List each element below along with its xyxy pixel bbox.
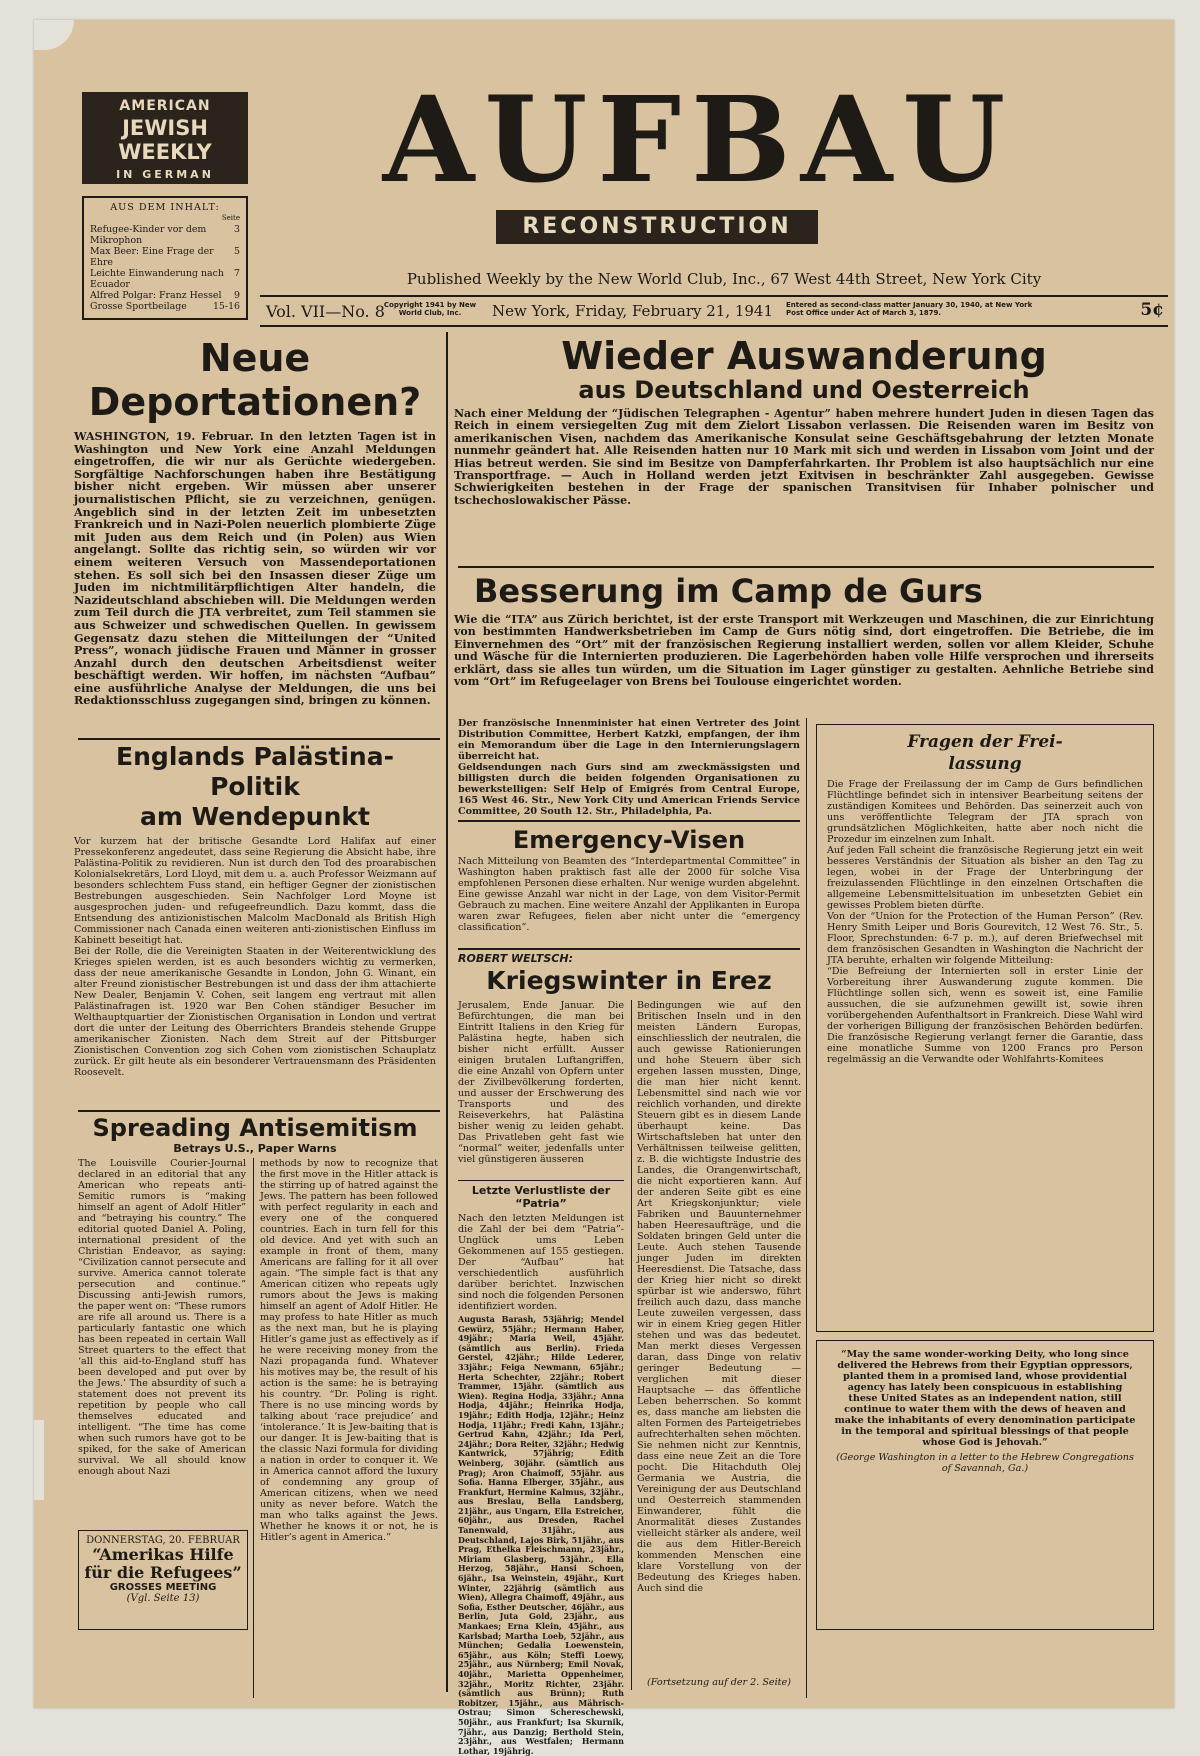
freilassung-headline-1: Fragen der Frei- (907, 732, 1063, 752)
deportation-body: WASHINGTON, 19. Februar. In den letzten Tagen ist in Washington und New York eine Anzahl Meldungen eingetroffen, die wir nur als Gerüchte wiedergeben. Sorgfältige Nachforschungen haben ihre Bestätigung bisher nicht ergeben. Wir müssen aber unserer journalistischen Pflicht, sie zu verzeichnen, genügen. Angeblich sind in der letzten Zeit im unbesetzten Frankreich und in Nazi-Polen neuerlich plombierte Züge mit Juden aus dem Reich und (in Polen) aus Wien angelangt. Sollte das richtig sein, so würden wir vor einem weiteren Versuch von Massendeportationen stehen. Es soll sich bei den Insassen dieser Züge um Juden im nichtmilitärpflichtigen Alter handeln, die Nazideutschland abschieben will. Die Meldungen werden zum Teil durch die JTA verbreitet, zum Teil stammen sie aus Schweizer und schwedischen Quellen. In gewissem Gegensatz dazu stehen die Mitteilungen der “United Press”, wonach jüdische Frauen und Männer in grosser Anzahl durch den deutschen Arbeitsdienst weiter beschäftigt werden. Wir hoffen, im nächsten “Aufbau” eine ausführliche Analyse der Meldungen, die uns bei Redaktionsschluss zugegangen sind, bringen zu können. (74, 429, 436, 708)
contents-item-text: Leichte Einwanderung nach Ecuador (90, 268, 224, 290)
wieder-body: Nach einer Meldung der “Jüdischen Telegraphen - Agentur” haben mehrere hundert Juden in diesen Tagen das Reich in einem versiegelten Zug mit dem Zielort Lissabon verlassen. Die Reisenden waren im Besitz von amerikanischen Visen, nachdem das Amerikanische Konsulat seine Geschäftsgebahrung der letzten Monate nunmehr geändert hat. Alle Reisenden hatten nur 10 Mark mit sich und werden in Lissabon vom Joint und der Hias betreut werden. Sie sind im Besitze von Dampferfahrkarten. Ihr Problem ist also hauptsächlich nur eine Transportfrage. — Auch in Holland werden jetzt Exitvisen in beschränkter Zahl ausgegeben. Gewisse Schwierigkeiten bestehen in der Frage der spanischen Transitvisen für Inhaber polnischer und tschechoslowakischer Pässe. (454, 407, 1154, 507)
contents-item-text: Max Beer: Eine Frage der Ehre (90, 246, 214, 268)
freilassung-body-4: “Die Befreiung der Internierten soll in erster Linie der Vorbereitung ihrer Auswanderung zugute kommen. Die Flüchtlinge sollen sich, wenn es soweit ist, eine Familie aussuchen, die sie aufzunehmen gewillt ist, sowie ihren vorübergehenden Aufenthaltsort in Frankreich. Diese Wahl wird der vorherigen Billigung der französischen Behörden bedürfen. Die französische Regierung verlangt ferner die Garantie, dass eine monatliche Summe von 1200 Francs pro Person regelmässig an die Verwandte oder Wohlfahrts-Komitees (827, 966, 1143, 1065)
contents-item-text: Grosse Sportbeilage (90, 301, 187, 312)
england-body-1: Vor kurzem hat der britische Gesandte Lord Halifax auf einer Pressekonferenz angedeutet, dass seine Regierung die Absicht habe, ihre Palästina-Politik zu revidieren. Nun ist durch den Tod des proarabischen Kolonialsekretärs, Lord Lloyd, mit dem u. a. auch Professor Weizmann auf besonders schlechtem Fuss stand, ein heftiger Gegner der zionistischen Bestrebungen ausgeschieden. Sein Nachfolger Lord Moyne ist ausgesprochen juden- und refugeefreundlich. Dazu kommt, dass die Entsendung des antizionistischen Malcolm MacDonald als British High Commissioner nach Canada einen weiteren anti-zionistischen Einfluss im Kabinett beseitigt hat. (74, 836, 436, 946)
deportation-headline-2: Deportationen? (88, 380, 422, 424)
gurs-article (454, 572, 1154, 688)
washington-quote-box (816, 1340, 1154, 1630)
column-rule (806, 718, 807, 1698)
newspaper-title: AUFBAU (382, 70, 1016, 209)
contents-item-text: Alfred Polgar: Franz Hessel (90, 290, 222, 301)
england-body-2: Bei der Rolle, die die Vereinigten Staaten in der Weiterentwicklung des Krieges spielen werden, ist es auch besonders wichtig zu vermerken, dass der neue amerikanische Gesandte in London, John G. Winant, ein alter Freund zionistischer Bestrebungen ist und dass der ihm attachierte New Dealer, Benjamin V. Cohen, seit langem eng vertraut mit allen Palästinafragen ist. 1920 war Ben Cohen ständiger Besucher im Welthauptquartier der Zionistischen Organisation in London und vertrat dort die unter der Leitung des Oberrichters Brandeis stehende Gruppe amerikanischer Zionisten. Nach dem Streit auf der Pittsburger Zionistischen Convention zog sich Cohen vom zionistischen Schauplatz zurück. Er gilt heute als ein besonderer Vertrauensmann des Präsidenten Roosevelt. (74, 946, 436, 1078)
newspaper-subtitle: RECONSTRUCTION (496, 210, 818, 244)
meeting-reference: (Vgl. Seite 13) (126, 1593, 200, 1604)
copyright-note: Copyright 1941 by New World Club, Inc. (383, 301, 477, 317)
postal-entry-note: Entered as second-class matter January 30, 1940, at New York Post Office under Act of March 3, 1879. (786, 301, 1033, 317)
volume-number: Vol. VII—No. 8 (266, 302, 385, 321)
england-headline-2: am Wendepunkt (140, 802, 370, 831)
contents-item (90, 246, 240, 268)
deportation-article (74, 336, 436, 707)
badge-line-1: AMERICAN (119, 98, 211, 114)
freilassung-body-3: Von der “Union for the Protection of the Human Person” (Rev. Henry Smith Leiper und Boris Gourevitch, 12 West 76. Str., 5. Floor, Sprechstunden: 6-7 p. m.), auf deren Briefwechsel mit dem französischen Gesandten in Washington die Nachricht der JTA beruhte, erhalten wir folgende Mitteilung: (827, 911, 1143, 966)
meeting-subtitle: GROSSES MEETING (109, 1582, 217, 1593)
meeting-date: DONNERSTAG, 20. FEBRUAR (86, 1535, 240, 1546)
patria-list: Augusta Barash, 53jährig; Mendel Gewürz, 55jähr.; Hermann Haber, 49jähr.; Maria Weil, 45jähr. (sämtlich aus Berlin). Frieda Gerstel, 42jähr.; Hilde Lederer, 33jähr.; Feiga Newmann, 65jähr.; Herta Schechter, 22jähr.; Robert Trammer, 15jähr. (sämtlich aus Wien). Regina Hodja, 33jähr.; Anna Hodja, 44jähr.; Heinrika Hodja, 19jähr.; Edith Hodja, 12jähr.; Heinz Hodja, 11jähr.; Fredi Kahn, 13jähr.; Gertrud Kahn, 42jähr.; Ida Perl, 24jähr.; Dora Reiter, 32jähr.; Hedwig Kantwrick, 57jährig; Edith Weinberg, 30jähr. (sämtlich aus Prag); Aron Chaimoff, 55jähr. aus Sofia. Hanna Elberger, 35jähr., aus Frankfurt, Hermine Kalmus, 32jähr., aus Breslau, Bella Landsberg, 21jähr., aus Ungarn, Ella Estreicher, 60jähr., aus Dresden, Rachel Tanenwald, 31jähr., aus Deutschland, Lajos Birk, 51jähr., aus Prag, Ethelka Fleischmann, 23jähr., Miriam Glasberg, 53jähr., Ella Herzog, 58jähr., Hansi Schoen, 6jähr., Isa Weinstein, 49jähr., Kurt Winter, 22jährig (sämtlich aus Wien), Allegra Chaimoff, 49jähr., aus Sofia, Esther Deutscher, 46jähr., aus Berlin, Juta Gold, 23jähr., aus Mankaes; Erna Klein, 45jähr., aus Karlsbad; Martha Loeb, 52jähr., aus München; Gedalia Loewenstein, 65jähr., aus Köln; Steffi Loewy, 25jähr., aus Nürnberg; Emil Novak, 40jähr., Marietta Oppenheimer, 32jähr., Moritz Richter, 23jähr. (sämtlich aus Brünn); Ruth Robitzer, 15jähr., aus Mährisch-Ostrau; Simon Schereschewski, 50jähr., aus Frankfurt; Isa Skurnik, 7jähr., aus Danzig; Berthold Stein, 23jähr., aus Westfalen; Hermann Lothar, 19jährig. (458, 1314, 625, 1756)
section-rule (458, 1180, 624, 1181)
gurs-body-3: Geldsendungen nach Gurs sind am zweckmässigsten und billigsten durch die beiden folgenden Organisationen zu bewerkstelligen: Self Help of Emigrés from Central Europe, 165 West 46. Str., New York City und American Friends Service Committee, 20 South 12. Str., Philadelphia, Pa. (458, 762, 800, 817)
wieder-auswanderung-article (454, 336, 1154, 507)
patria-body: Nach den letzten Meldungen ist die Zahl der bei dem “Patria”-Unglück ums Leben Gekommenen auf 155 gestiegen. Der “Aufbau” hat verschiedentlich ausführlich darüber berichtet. Inzwischen sind noch die folgenden Personen identifiziert worden. (458, 1213, 624, 1312)
gurs-body-1: Wie die “ITA” aus Zürich berichtet, ist der erste Transport mit Werkzeugen und Maschinen, die zur Einrichtung von bestimmten Handwerksbetrieben im Camp de Gurs nötig sind, dort eingetroffen. Die Betriebe, die im Einvernehmen des “Ort” mit der französischen Regierung installiert werden, sollen vor allem Kleider, Schuhe und Wäsche für die Internierten produzieren. Die Lagerbehörden haben volle Hilfe versprochen und ihrerseits erklärt, dass sie alles tun würden, um die Situation im Lager günstiger zu gestalten. Aehnliche Betriebe sind vom “Ort” im Refugeelager von Brens bei Toulouse eingerichtet worden. (454, 613, 1154, 689)
section-rule (78, 1110, 440, 1112)
column-rule (253, 1158, 254, 1698)
spreading-body-2: methods by now to recognize that the first move in the Hitler attack is the stirring up of hatred against the Jews. The pattern has been followed with perfect regularity in each and every one of the conquered countries. Each in turn fell for this old device. And yet with such an example in front of them, many Americans are falling for it all over again. “The simple fact is that any American citizen who repeats ugly rumors about the Jews is making himself an agent of Adolf Hitler. He may profess to hate Hitler as much as the next man, but he is playing Hitler’s game just as effectively as if he were receiving money from the Nazi propaganda fund. Whatever his motives may be, the result of his action is the same: he is betraying his country. “Dr. Poling is right. There is no use mincing words by talking about ‘race prejudice’ and ‘intolerance.’ It is Jew-baiting that is our danger. It is Jew-baiting that is the classic Nazi formula for dividing a nation in order to conquer it. We in America cannot afford the luxury of condemning any group of American citizens, when we need unity as never before. Watch the man who talks against the Jews. Whether he knows it or not, he is Hitler’s agent in America.” (260, 1158, 438, 1543)
erez-column-1 (458, 1000, 624, 1170)
erez-article (458, 952, 800, 997)
volume-bar (260, 295, 1168, 327)
section-rule (458, 566, 1154, 568)
badge-line-3: IN GERMAN (116, 168, 214, 181)
washington-quote-source: (George Washington in a letter to the Hebrew Congregations of Savannah, Ga.) (836, 1452, 1134, 1474)
freilassung-box (816, 724, 1154, 1332)
section-rule (458, 948, 800, 950)
contents-item (90, 290, 240, 301)
erez-byline: ROBERT WELTSCH: (458, 952, 573, 965)
freilassung-body-2: Auf jeden Fall scheint die französische Regierung jetzt ein weit besseres Verständnis der Situation als bisher an den Tag zu legen, wobei in der Frage der Unterbringung der freizulassenden Flüchtlinge in den einzelnen Ortschaften die allgemeine Lebensmittelsituation im unbesetzten Gebiet ein gewisses Problem bieten dürfte. (827, 845, 1143, 911)
erez-headline: Kriegswinter in Erez (486, 966, 772, 995)
publisher-line: Published Weekly by the New World Club, Inc., 67 West 44th Street, New York City (406, 270, 1042, 288)
spreading-headline: Spreading Antisemitism (92, 1114, 418, 1142)
erez-continuation-note: (Fortsetzung auf der 2. Seite) (647, 1677, 791, 1688)
section-rule (458, 820, 800, 822)
contents-title: AUS DEM INHALT: (110, 202, 220, 213)
patria-headline-2: “Patria” (515, 1197, 567, 1210)
washington-quote: “May the same wonder-working Deity, who long since delivered the Hebrews from their Egyptian oppressors, planted them in a promised land, whose providential agency has lately been conspicuous in establishing these United States as an independent nation, still continue to water them with the dews of heaven and make the inhabitants of every denomination participate in the temporal and spiritual blessings of that people whose God is Jehovah.” (834, 1349, 1136, 1448)
spreading-column-1 (78, 1158, 246, 1508)
gurs-continuation (458, 718, 800, 817)
dateline: New York, Friday, February 21, 1941 (492, 302, 774, 320)
contents-item (90, 224, 240, 246)
wieder-subhead: aus Deutschland und Oesterreich (578, 376, 1030, 404)
spreading-column-2 (260, 1158, 438, 1698)
deportation-headline-1: Neue (199, 336, 311, 380)
contents-item-page: 3 (234, 224, 240, 235)
freilassung-headline-2: lassung (948, 754, 1022, 774)
spreading-body-1: The Louisville Courier-Journal declared in an editorial that any American who repeats anti-Semitic rumors is “making himself an agent of Adolf Hitler” and “betraying his country.” The editorial quoted Daniel A. Poling, international president of the Christian Endeavor, as saying: “Civilization cannot persecute and survive. America cannot tolerate persecution and continue.” Discussing anti-Jewish rumors, the paper went on: “These rumors are rife all around us. There is a particularly fantastic one which has been repeated in certain Wall Street quarters to the effect that ‘all this aid-to-England stuff has been developed and put over by the Jews.’ The absurdity of such a statement does not prevent its repetition by people who call themselves educated and intelligent. “The time has come when such rumors have got to be spiked, for the sake of American survival. We all should know enough about Nazi (78, 1158, 246, 1477)
column-rule (631, 1000, 632, 1690)
contents-item (90, 301, 240, 312)
contents-item-text: Refugee-Kinder vor dem Mikrophon (90, 224, 207, 246)
torn-edge (34, 1420, 44, 1500)
spreading-subhead: Betrays U.S., Paper Warns (173, 1142, 337, 1155)
gurs-body-2: Der französische Innenminister hat einen Vertreter des Joint Distribution Committee, Herbert Katzki, empfangen, der ihm ein Memorandum über die Lage in den Internierungslagern überreicht hat. (458, 718, 800, 762)
contents-seite-label: Seite (221, 214, 240, 222)
erez-body-1: Jerusalem, Ende Januar. Die Befürchtungen, die man bei Eintritt Italiens in den Krieg für Palästina hegte, haben sich bisher nicht erfüllt. Ausser einigen brutalen Luftangriffen, die eine Anzahl von Opfern unter der Zivilbevölkerung forderten, und ausser der Erschwerung des Transports und des Reiseverkehrs, hat Palästina bisher wenig zu leiden gehabt. Das Privatleben geht fast wie “normal” weiter, jedenfalls unter viel günstigeren äusseren (458, 1000, 624, 1165)
erez-body-2: Bedingungen wie auf den Britischen Inseln und in den meisten Ländern Europas, einschliesslich der neutralen, die auch gewisse Rationierungen und hohe Steuern über sich ergehen lassen mussten, Dinge, die man hier nicht kennt. Lebensmittel sind nach wie vor reichlich vorhanden, und direkte Steuern gibt es in diesem Lande überhaupt keine. Das Wirtschaftsleben hat unter den Verhältnissen teilweise gelitten, z. B. die wichtigste Industrie des Landes, die Orangenwirtschaft, die nicht exportieren kann. Auf der anderen Seite gibt es eine Art Kriegskonjunktur; viele Fabriken und Bauunternehmer haben Heeresaufträge, und die Soldaten bringen Geld unter die Leute. Auch stehen Tausende junger Juden im direkten Heeresdienst. Die Tatsache, dass der Krieg hier nicht so direkt spürbar ist wie anderswo, führt freilich auch dazu, dass manche Leute zuweilen vergessen, dass wir in einem Krieg gegen Hitler stehen und was das bedeutet. Man merkt dieses Vergessen daran, dass Dinge von relativ geringer Bedeutung — verglichen mit dieser Hauptsache — das öffentliche Leben beherrschen. So kommt es, dass manche am liebsten die alten Formen des Parteigetriebes aufrechterhalten sehen möchten. Sie nehmen nicht zur Kenntnis, dass eine neue Zeit an die Tore pocht. Die Hitachduth Olej Germania we Austria, die Vereinigung der aus Deutschland und Oesterreich stammenden Einwanderer, fühlt die Anormalität dieses Zustandes vielleicht stärker als andere, weil die aus dem Hitler-Bereich kommenden Menschen eine klare Vorstellung von der Bedeutung des Krieges haben. Auch sind die (637, 1000, 801, 1594)
wieder-headline: Wieder Auswanderung (561, 334, 1047, 378)
american-jewish-weekly-badge (82, 92, 248, 184)
england-article (74, 742, 436, 1078)
meeting-title-1: “Amerikas Hilfe (92, 1545, 234, 1564)
torn-corner (34, 20, 74, 50)
england-headline-1: Englands Palästina-Politik (116, 742, 394, 801)
meeting-title-2: für die Refugees” (84, 1563, 242, 1582)
erez-column-2 (637, 1000, 801, 1675)
patria-headline-1: Letzte Verlustliste der (471, 1184, 611, 1197)
contents-item-page: 5 (234, 246, 240, 257)
contents-box (82, 196, 248, 320)
emergency-article (458, 826, 800, 933)
emergency-body: Nach Mitteilung von Beamten des “Interdepartmental Committee” in Washington haben praktisch fast alle der 2000 für solche Visa empfohlenen Personen diese erhalten. Nur wenige wurden abgelehnt. Eine gewisse Anzahl war nicht in der Lage, von dem Visitor-Permit Gebrauch zu machen. Eine weitere Anzahl der Applikanten in Europa waren zwar Refugees, fielen aber nicht unter die “emergency classification”. (458, 856, 800, 933)
section-rule (78, 738, 440, 740)
newspaper-page (34, 20, 1174, 1756)
contents-item-page: 15-16 (212, 301, 240, 312)
price: 5¢ (1140, 300, 1164, 320)
contents-item-page: 9 (234, 290, 240, 301)
contents-item (90, 268, 240, 290)
meeting-box (78, 1530, 248, 1630)
badge-line-2: JEWISH WEEKLY (118, 116, 212, 164)
emergency-headline: Emergency-Visen (512, 826, 746, 854)
contents-item-page: 7 (234, 268, 240, 279)
gurs-headline: Besserung im Camp de Gurs (474, 572, 983, 610)
patria-article (458, 1184, 625, 1756)
column-rule (446, 332, 448, 1692)
spreading-antisemitism-article (74, 1114, 436, 1156)
freilassung-body-1: Die Frage der Freilassung der im Camp de Gurs befindlichen Flüchtlinge befindet sich in intensiver Bearbeitung seitens der zuständigen Komitees und Behörden. Das seinerzeit auch von uns veröffentlichte Telegram der JTA sprach von grundsätzlichen Möglichkeiten, hatte aber noch nicht die Prozedur im einzelnen zum Inhalt. (827, 779, 1143, 845)
